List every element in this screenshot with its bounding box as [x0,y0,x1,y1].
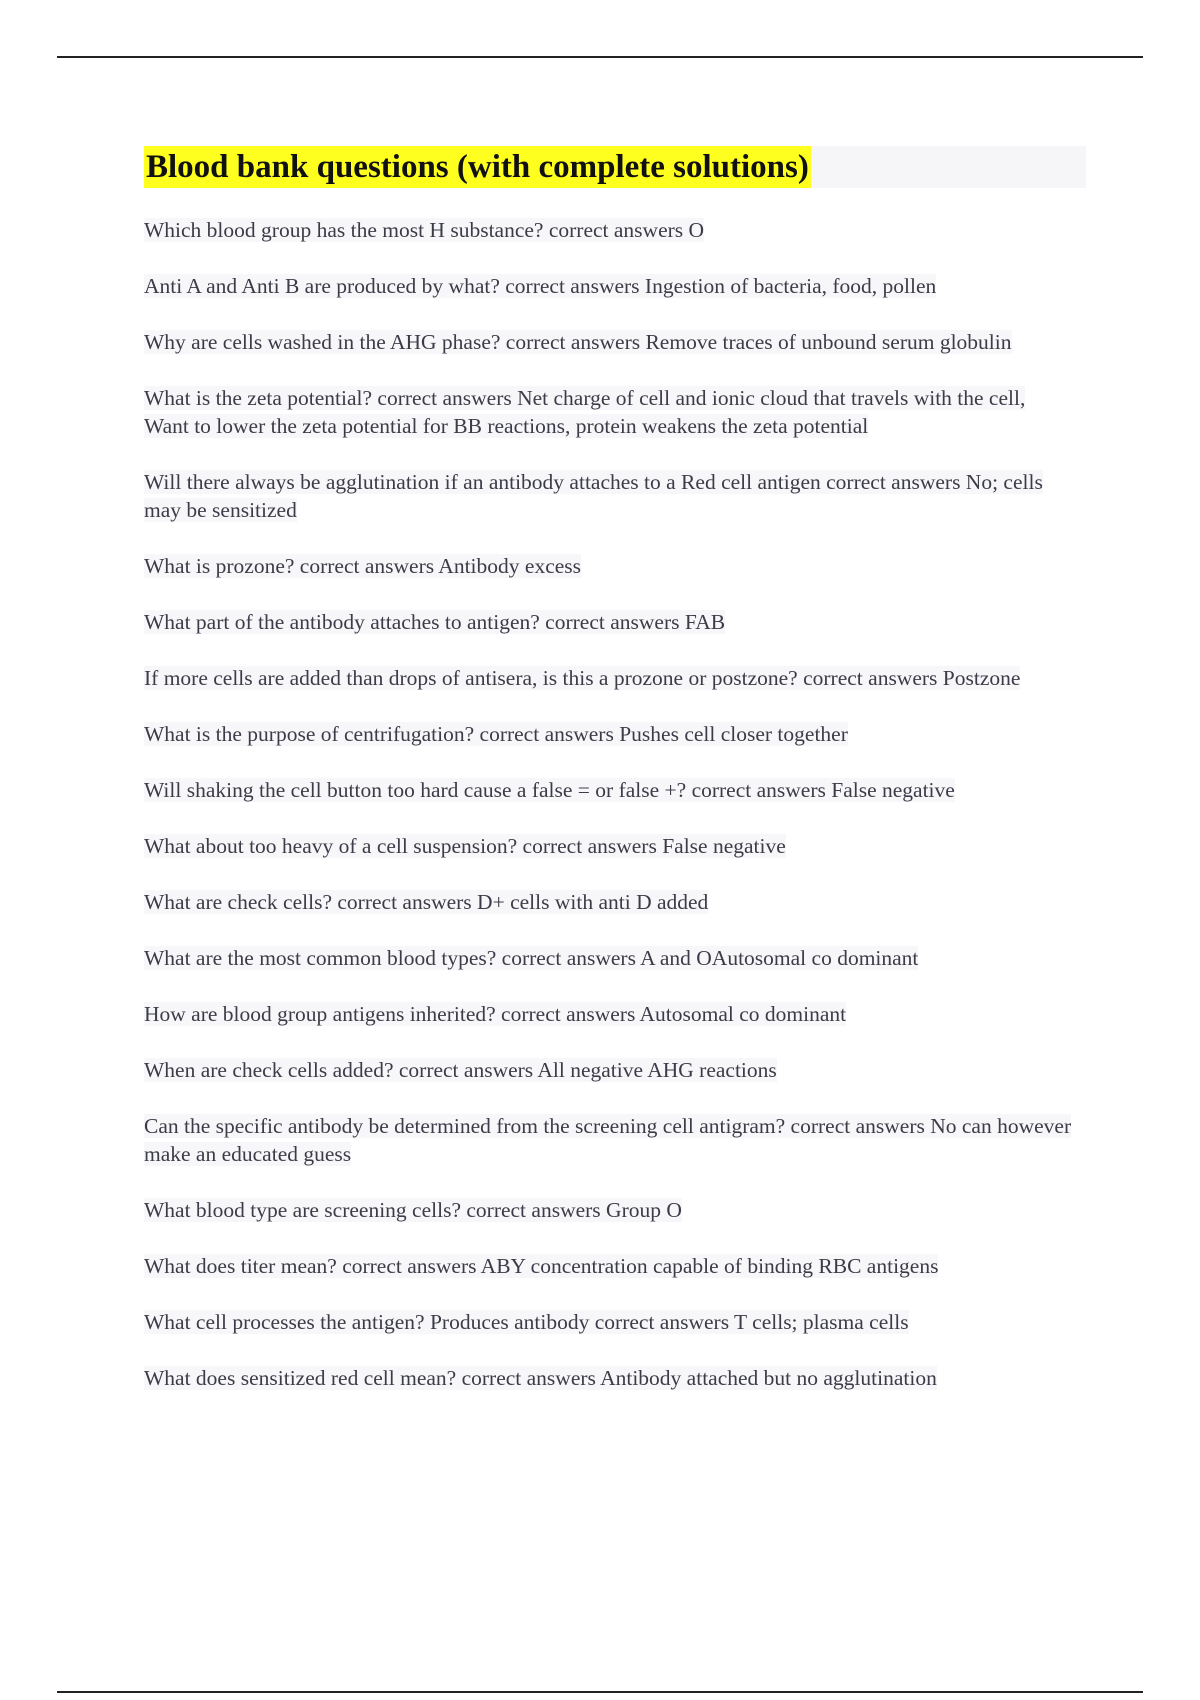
qa-item-text: What does titer mean? correct answers ABY concentration capable of binding RBC antigens [144,1254,939,1278]
qa-item-text: When are check cells added? correct answers All negative AHG reactions [144,1058,777,1082]
qa-item-text: Anti A and Anti B are produced by what? correct answers Ingestion of bacteria, food, pollen [144,274,937,298]
qa-item-text: What part of the antibody attaches to antigen? correct answers FAB [144,610,726,634]
qa-item-text: What about too heavy of a cell suspension? correct answers False negative [144,834,786,858]
qa-item-text: What is the purpose of centrifugation? correct answers Pushes cell closer together [144,722,848,746]
qa-item [144,776,1074,804]
qa-item-text: What does sensitized red cell mean? correct answers Antibody attached but no agglutination [144,1366,937,1390]
qa-item-text: What blood type are screening cells? correct answers Group O [144,1198,682,1222]
qa-item [144,1364,1074,1392]
qa-item [144,1252,1074,1280]
qa-item [144,272,1074,300]
qa-item-text: Why are cells washed in the AHG phase? correct answers Remove traces of unbound serum globulin [144,330,1012,354]
qa-item [144,888,1074,916]
qa-item-text: If more cells are added than drops of antisera, is this a prozone or postzone? correct answers Postzone [144,666,1021,690]
qa-item [144,664,1074,692]
qa-item-text: Will shaking the cell button too hard cause a false = or false +? correct answers False negative [144,778,955,802]
qa-item [144,608,1074,636]
qa-item-text: What is the zeta potential? correct answers Net charge of cell and ionic cloud that travels with the cell, Want to lower the zeta potential for BB reactions, protein weakens the zeta potential [144,386,1026,438]
qa-item [144,552,1074,580]
qa-item-text: Will there always be agglutination if an antibody attaches to a Red cell antigen correct answers No; cells may be sensitized [144,470,1043,522]
page-top-rule [57,56,1143,58]
qa-item [144,1112,1074,1168]
qa-item [144,832,1074,860]
qa-item [144,1308,1074,1336]
qa-item [144,1056,1074,1084]
document-title: Blood bank questions (with complete solutions) [144,146,811,188]
qa-item [144,384,1074,440]
qa-item-text: What are check cells? correct answers D+ cells with anti D added [144,890,709,914]
qa-item-text: What are the most common blood types? correct answers A and OAutosomal co dominant [144,946,919,970]
qa-item-text: Can the specific antibody be determined from the screening cell antigram? correct answers No can however make an educated guess [144,1114,1072,1166]
question-answer-list [144,216,1074,1420]
qa-item [144,468,1074,524]
qa-item [144,720,1074,748]
qa-item [144,216,1074,244]
qa-item-text: What is prozone? correct answers Antibody excess [144,554,582,578]
qa-item-text: How are blood group antigens inherited? correct answers Autosomal co dominant [144,1002,847,1026]
qa-item [144,328,1074,356]
qa-item [144,1196,1074,1224]
qa-item [144,944,1074,972]
qa-item [144,1000,1074,1028]
page-bottom-rule [57,1691,1143,1693]
qa-item-text: Which blood group has the most H substance? correct answers O [144,218,705,242]
qa-item-text: What cell processes the antigen? Produces antibody correct answers T cells; plasma cells [144,1310,909,1334]
